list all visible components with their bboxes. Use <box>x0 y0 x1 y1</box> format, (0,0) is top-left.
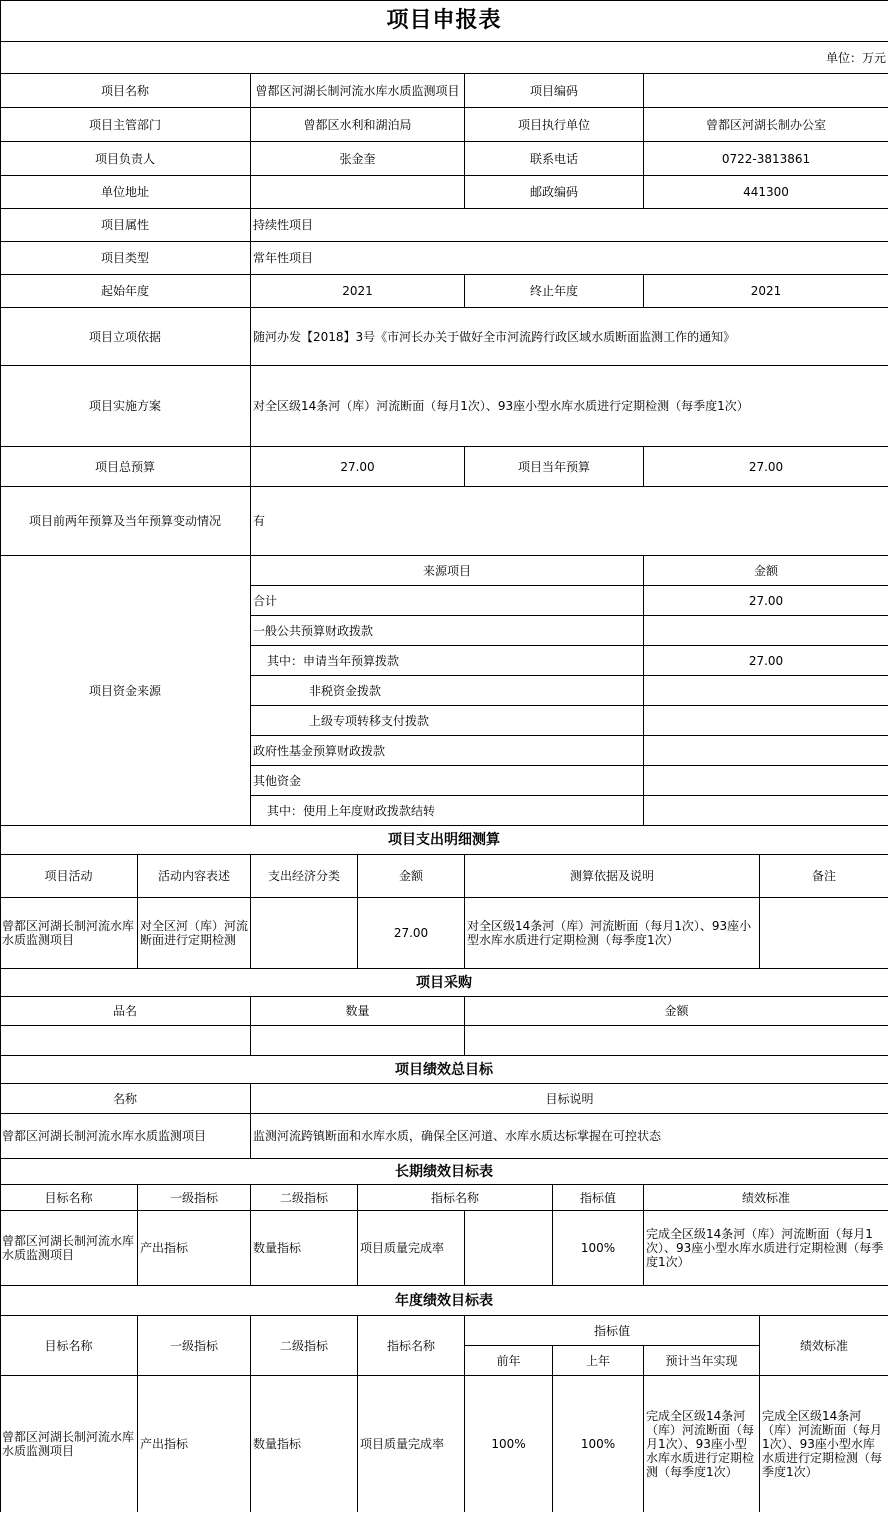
purchase-col-item: 品名 <box>0 997 251 1026</box>
expense-col-activity: 项目活动 <box>0 855 138 898</box>
lt-col-standard: 绩效标准 <box>644 1185 888 1211</box>
purchase-col-amount: 金额 <box>465 997 888 1026</box>
purchase-cell <box>251 1026 465 1056</box>
purchase-title: 项目采购 <box>0 969 888 997</box>
budget-change-value: 有 <box>251 487 888 556</box>
funds-amount-row: 27.00 <box>644 586 888 616</box>
an-col-indicator: 指标名称 <box>358 1316 465 1376</box>
an-sub-prev: 上年 <box>553 1346 644 1376</box>
total-budget-value: 27.00 <box>251 447 465 487</box>
lt-blank <box>465 1211 553 1286</box>
budget-change-label: 项目前两年预算及当年预算变动情况 <box>0 487 251 556</box>
attribute-label: 项目属性 <box>0 209 251 242</box>
attribute-value: 持续性项目 <box>251 209 888 242</box>
funds-col-amount: 金额 <box>644 556 888 586</box>
funds-col-source: 来源项目 <box>251 556 644 586</box>
expense-activity: 曾都区河湖长制河流水库水质监测项目 <box>0 898 138 969</box>
expense-col-basis: 测算依据及说明 <box>465 855 760 898</box>
funds-source-row: 上级专项转移支付拨款 <box>251 706 644 736</box>
an-col-value: 指标值 <box>465 1316 760 1346</box>
an-l2: 数量指标 <box>251 1376 358 1512</box>
expense-title: 项目支出明细测算 <box>0 826 888 855</box>
an-prev2: 100% <box>465 1376 553 1512</box>
year-budget-label: 项目当年预算 <box>465 447 644 487</box>
lt-name: 曾都区河湖长制河流水库水质监测项目 <box>0 1211 138 1286</box>
start-year-label: 起始年度 <box>0 275 251 308</box>
exec-unit-value: 曾都区河湖长制办公室 <box>644 108 888 142</box>
an-indicator: 项目质量完成率 <box>358 1376 465 1512</box>
overall-desc: 监测河流跨镇断面和水库水质，确保全区河道、水库水质达标掌握在可控状态 <box>251 1114 888 1159</box>
phone-label: 联系电话 <box>465 142 644 176</box>
expense-col-amount: 金额 <box>358 855 465 898</box>
lt-col-l2: 二级指标 <box>251 1185 358 1211</box>
address-value <box>251 176 465 209</box>
purchase-cell <box>0 1026 251 1056</box>
total-budget-label: 项目总预算 <box>0 447 251 487</box>
plan-value: 对全区级14条河（库）河流断面（每月1次）、93座小型水库水质进行定期检测（每季度1次） <box>251 366 888 447</box>
funds-amount-row <box>644 676 888 706</box>
funds-amount-row <box>644 796 888 826</box>
expense-content: 对全区河（库）河流断面进行定期检测 <box>138 898 251 969</box>
end-year-value: 2021 <box>644 275 888 308</box>
address-label: 单位地址 <box>0 176 251 209</box>
funds-source-label: 项目资金来源 <box>0 556 251 826</box>
leader-value: 张金奎 <box>251 142 465 176</box>
lt-value: 100% <box>553 1211 644 1286</box>
form-title: 项目申报表 <box>0 0 888 42</box>
type-label: 项目类型 <box>0 242 251 275</box>
an-col-name: 目标名称 <box>0 1316 138 1376</box>
exec-unit-label: 项目执行单位 <box>465 108 644 142</box>
funds-source-row: 非税资金拨款 <box>251 676 644 706</box>
an-current: 完成全区级14条河（库）河流断面（每月1次）、93座小型水库水质进行定期检测（每季度1次） <box>644 1376 760 1512</box>
funds-source-row: 其中：申请当年预算拨款 <box>251 646 644 676</box>
basis-value: 随河办发【2018】3号《市河长办关于做好全市河流跨行政区域水质断面监测工作的通知》 <box>251 308 888 366</box>
an-sub-prev2: 前年 <box>465 1346 553 1376</box>
an-col-standard: 绩效标准 <box>760 1316 888 1376</box>
an-name: 曾都区河湖长制河流水库水质监测项目 <box>0 1376 138 1512</box>
zip-label: 邮政编码 <box>465 176 644 209</box>
overall-col-desc: 目标说明 <box>251 1084 888 1114</box>
expense-col-remark: 备注 <box>760 855 888 898</box>
expense-econ <box>251 898 358 969</box>
funds-amount-row <box>644 616 888 646</box>
year-budget-value: 27.00 <box>644 447 888 487</box>
funds-amount-row <box>644 706 888 736</box>
funds-source-row: 合计 <box>251 586 644 616</box>
zip-value: 441300 <box>644 176 888 209</box>
expense-col-content: 活动内容表述 <box>138 855 251 898</box>
lt-col-l1: 一级指标 <box>138 1185 251 1211</box>
lt-standard: 完成全区级14条河（库）河流断面（每月1次）、93座小型水库水质进行定期检测（每季度1次） <box>644 1211 888 1286</box>
lt-col-name: 目标名称 <box>0 1185 138 1211</box>
lt-indicator: 项目质量完成率 <box>358 1211 465 1286</box>
an-prev: 100% <box>553 1376 644 1512</box>
an-col-l2: 二级指标 <box>251 1316 358 1376</box>
an-sub-current: 预计当年实现 <box>644 1346 760 1376</box>
end-year-label: 终止年度 <box>465 275 644 308</box>
expense-col-econ: 支出经济分类 <box>251 855 358 898</box>
project-code-label: 项目编码 <box>465 74 644 108</box>
lt-col-indicator: 指标名称 <box>358 1185 553 1211</box>
funds-source-row: 政府性基金预算财政拨款 <box>251 736 644 766</box>
an-standard: 完成全区级14条河（库）河流断面（每月1次）、93座小型水库水质进行定期检测（每季度1次） <box>762 1409 883 1479</box>
expense-remark <box>760 898 888 969</box>
leader-label: 项目负责人 <box>0 142 251 176</box>
annual-title: 年度绩效目标表 <box>0 1286 888 1316</box>
overall-name: 曾都区河湖长制河流水库水质监测项目 <box>0 1114 251 1159</box>
overall-goal-title: 项目绩效总目标 <box>0 1056 888 1084</box>
overall-col-name: 名称 <box>0 1084 251 1114</box>
funds-source-row: 一般公共预算财政拨款 <box>251 616 644 646</box>
longterm-title: 长期绩效目标表 <box>0 1159 888 1185</box>
project-name-label: 项目名称 <box>0 74 251 108</box>
dept-label: 项目主管部门 <box>0 108 251 142</box>
funds-amount-row: 27.00 <box>644 646 888 676</box>
funds-amount-row <box>644 736 888 766</box>
purchase-col-qty: 数量 <box>251 997 465 1026</box>
an-l1: 产出指标 <box>138 1376 251 1512</box>
basis-label: 项目立项依据 <box>0 308 251 366</box>
type-value: 常年性项目 <box>251 242 888 275</box>
lt-l2: 数量指标 <box>251 1211 358 1286</box>
funds-source-row: 其中：使用上年度财政拨款结转 <box>251 796 644 826</box>
dept-value: 曾都区水利和湖泊局 <box>251 108 465 142</box>
funds-amount-row <box>644 766 888 796</box>
lt-col-value: 指标值 <box>553 1185 644 1211</box>
expense-basis: 对全区级14条河（库）河流断面（每月1次）、93座小型水库水质进行定期检测（每季度1次） <box>465 898 760 969</box>
funds-source-row: 其他资金 <box>251 766 644 796</box>
project-name-value: 曾都区河湖长制河流水库水质监测项目 <box>251 74 465 108</box>
unit-label: 单位：万元 <box>0 42 888 74</box>
phone-value: 0722-3813861 <box>644 142 888 176</box>
purchase-cell <box>465 1026 888 1056</box>
lt-l1: 产出指标 <box>138 1211 251 1286</box>
plan-label: 项目实施方案 <box>0 366 251 447</box>
project-code-value <box>644 74 888 108</box>
start-year-value: 2021 <box>251 275 465 308</box>
expense-amount: 27.00 <box>358 898 465 969</box>
an-col-l1: 一级指标 <box>138 1316 251 1376</box>
